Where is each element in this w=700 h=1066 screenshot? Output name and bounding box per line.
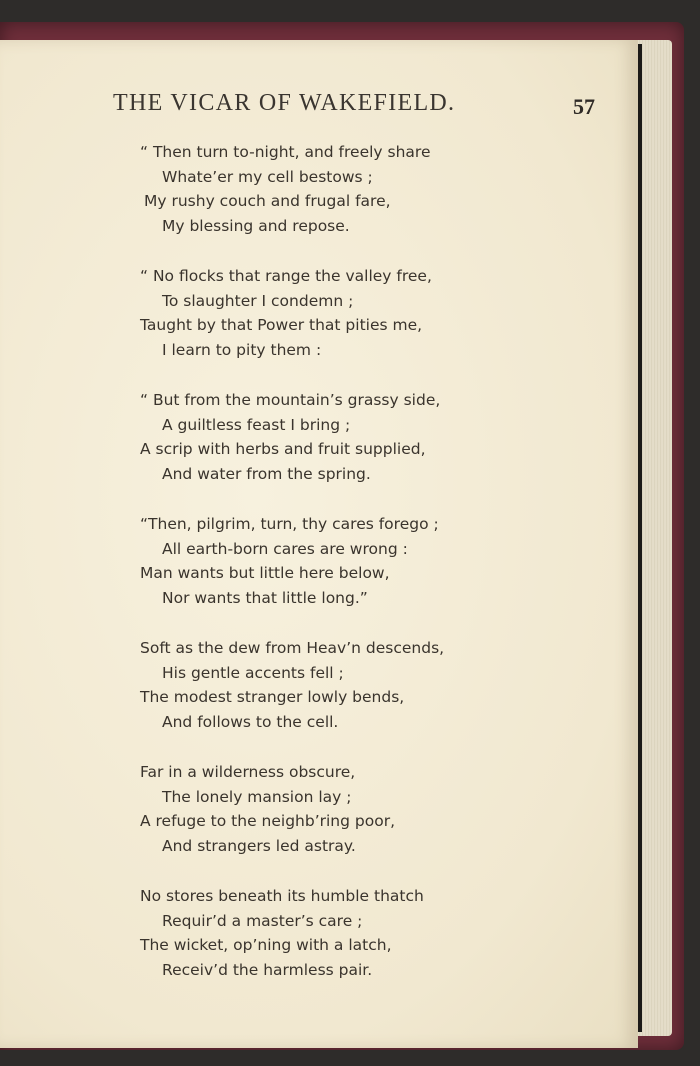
verse-line: “ But from the mountain’s grassy side, [140,391,441,409]
stanza [140,760,444,858]
verse-line: To slaughter I condemn ; [162,291,354,310]
stanza [140,264,444,362]
verse-line: No stores beneath its humble thatch [140,887,424,905]
verse-line: Man wants but little here below, [140,564,390,582]
book-page [0,40,638,1048]
verse-line: A guiltless feast I bring ; [162,415,351,434]
verse-line: The wicket, op’ning with a latch, [140,936,392,954]
verse-line: Taught by that Power that pities me, [140,316,423,334]
verse-line: I learn to pity them : [162,340,322,359]
verse-line: The lonely mansion lay ; [162,787,352,806]
verse-line: “ No flocks that range the valley free, [140,267,432,285]
verse-line: The modest stranger lowly bends, [140,688,405,706]
verse-line: “Then, pilgrim, turn, thy cares forego ; [140,515,439,533]
verse-line: Far in a wilderness obscure, [140,763,356,781]
verse-line: Soft as the dew from Heav’n descends, [140,639,445,657]
book-title: THE VICAR OF WAKEFIELD. [113,90,456,116]
verse-line: My blessing and repose. [162,216,350,235]
stanza [140,636,444,734]
verse-line: And water from the spring. [162,464,371,483]
stanza [140,140,444,238]
verse-line: And follows to the cell. [162,712,339,731]
page-number: 57 [573,94,595,119]
verse-line: Receiv’d the harmless pair. [162,960,373,979]
verse-line: A scrip with herbs and fruit supplied, [140,440,426,458]
verse-line: My rushy couch and frugal fare, [144,192,391,210]
poem-text [140,140,444,1008]
verse-line: All earth-born cares are wrong : [162,539,408,558]
verse-line: Whate’er my cell bestows ; [162,167,373,186]
verse-line: “ Then turn to-night, and freely share [140,143,431,161]
stanza [140,884,444,982]
verse-line: A refuge to the neighb’ring poor, [140,812,396,830]
stanza [140,388,444,486]
verse-line: His gentle accents fell ; [162,663,344,682]
stanza [140,512,444,610]
verse-line: Nor wants that little long.” [162,588,368,607]
verse-line: And strangers led astray. [162,836,356,855]
verse-line: Requir’d a master’s care ; [162,911,363,930]
running-head [0,90,638,130]
